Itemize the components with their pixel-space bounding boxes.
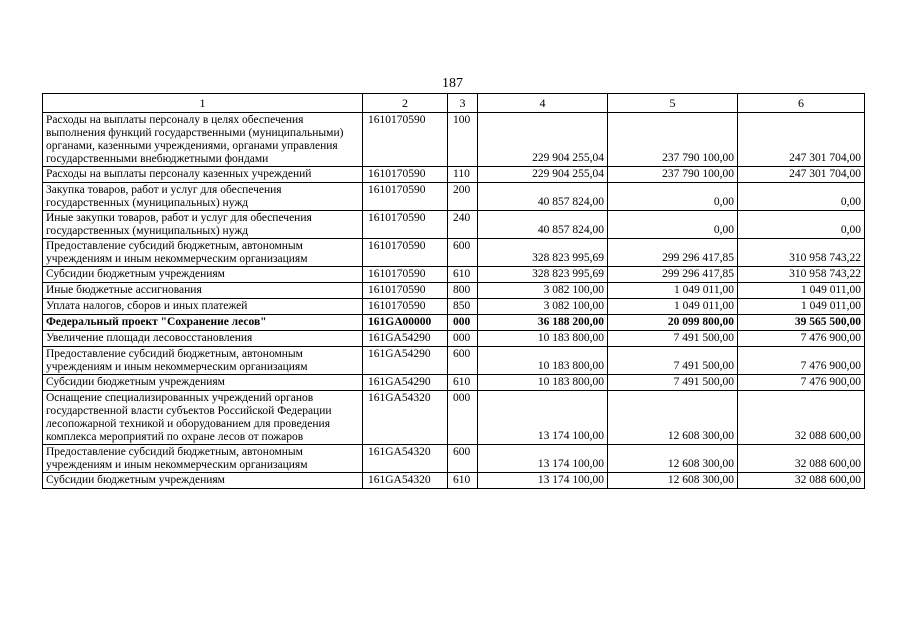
table-row <box>43 167 865 183</box>
row-target-code: 1610170590 <box>363 167 448 183</box>
row-target-code: 161GA54290 <box>363 331 448 347</box>
row-description: Иные закупки товаров, работ и услуг для обеспечения государственных (муниципальных) нужд <box>43 211 363 239</box>
row-value-col4: 13 174 100,00 <box>478 473 608 489</box>
table-row <box>43 331 865 347</box>
table-row <box>43 211 865 239</box>
table-row <box>43 267 865 283</box>
row-description: Иные бюджетные ассигнования <box>43 283 363 299</box>
row-value-col5: 7 491 500,00 <box>608 347 738 375</box>
row-value-col5: 7 491 500,00 <box>608 375 738 391</box>
budget-table <box>42 93 865 489</box>
row-description: Увеличение площади лесовосстановления <box>43 331 363 347</box>
row-value-col6: 32 088 600,00 <box>738 391 865 445</box>
row-value-col5: 7 491 500,00 <box>608 331 738 347</box>
row-target-code: 161GA54290 <box>363 347 448 375</box>
header-col-6: 6 <box>738 94 865 113</box>
row-target-code: 1610170590 <box>363 267 448 283</box>
row-value-col5: 0,00 <box>608 183 738 211</box>
row-target-code: 1610170590 <box>363 183 448 211</box>
row-value-col6: 1 049 011,00 <box>738 283 865 299</box>
row-value-col6: 310 958 743,22 <box>738 267 865 283</box>
row-value-col5: 299 296 417,85 <box>608 267 738 283</box>
row-target-code: 161GA54320 <box>363 391 448 445</box>
row-value-col4: 10 183 800,00 <box>478 347 608 375</box>
row-expense-type: 800 <box>448 283 478 299</box>
row-description: Субсидии бюджетным учреждениям <box>43 267 363 283</box>
row-description: Субсидии бюджетным учреждениям <box>43 375 363 391</box>
row-value-col5: 237 790 100,00 <box>608 167 738 183</box>
row-value-col6: 0,00 <box>738 211 865 239</box>
row-target-code: 1610170590 <box>363 113 448 167</box>
row-value-col4: 229 904 255,04 <box>478 113 608 167</box>
row-value-col4: 3 082 100,00 <box>478 283 608 299</box>
row-value-col6: 7 476 900,00 <box>738 375 865 391</box>
table-row <box>43 239 865 267</box>
row-description: Предоставление субсидий бюджетным, автономным учреждениям и иным некоммерческим организациям <box>43 445 363 473</box>
row-value-col5: 299 296 417,85 <box>608 239 738 267</box>
row-expense-type: 610 <box>448 375 478 391</box>
row-target-code: 1610170590 <box>363 239 448 267</box>
row-description: Расходы на выплаты персоналу казенных учреждений <box>43 167 363 183</box>
table-row <box>43 391 865 445</box>
row-value-col6: 0,00 <box>738 183 865 211</box>
table-row <box>43 347 865 375</box>
row-expense-type: 100 <box>448 113 478 167</box>
row-value-col4: 10 183 800,00 <box>478 331 608 347</box>
row-expense-type: 600 <box>448 347 478 375</box>
row-expense-type: 000 <box>448 315 478 331</box>
row-value-col6: 39 565 500,00 <box>738 315 865 331</box>
row-expense-type: 240 <box>448 211 478 239</box>
table-row <box>43 183 865 211</box>
row-description: Оснащение специализированных учреждений органов государственной власти субъектов Российской Федерации лесопожарной техникой и оборудованием для проведения комплекса мероприятий по охране лесов от пожаров <box>43 391 363 445</box>
row-value-col4: 229 904 255,04 <box>478 167 608 183</box>
row-value-col4: 328 823 995,69 <box>478 267 608 283</box>
row-value-col5: 1 049 011,00 <box>608 283 738 299</box>
table-row <box>43 315 865 331</box>
row-target-code: 161GA54320 <box>363 473 448 489</box>
header-col-1: 1 <box>43 94 363 113</box>
row-value-col4: 40 857 824,00 <box>478 183 608 211</box>
row-description: Уплата налогов, сборов и иных платежей <box>43 299 363 315</box>
table-row <box>43 375 865 391</box>
row-target-code: 1610170590 <box>363 283 448 299</box>
row-target-code: 161GA00000 <box>363 315 448 331</box>
row-value-col4: 3 082 100,00 <box>478 299 608 315</box>
header-col-2: 2 <box>363 94 448 113</box>
row-target-code: 161GA54290 <box>363 375 448 391</box>
row-expense-type: 850 <box>448 299 478 315</box>
row-value-col5: 1 049 011,00 <box>608 299 738 315</box>
row-target-code: 161GA54320 <box>363 445 448 473</box>
row-value-col6: 7 476 900,00 <box>738 331 865 347</box>
row-expense-type: 110 <box>448 167 478 183</box>
row-expense-type: 000 <box>448 391 478 445</box>
row-value-col4: 10 183 800,00 <box>478 375 608 391</box>
row-description: Предоставление субсидий бюджетным, автономным учреждениям и иным некоммерческим организациям <box>43 239 363 267</box>
row-expense-type: 610 <box>448 267 478 283</box>
row-value-col5: 20 099 800,00 <box>608 315 738 331</box>
row-value-col5: 12 608 300,00 <box>608 391 738 445</box>
row-value-col5: 12 608 300,00 <box>608 445 738 473</box>
row-value-col6: 310 958 743,22 <box>738 239 865 267</box>
table-row <box>43 299 865 315</box>
table-row <box>43 113 865 167</box>
row-expense-type: 600 <box>448 445 478 473</box>
row-value-col4: 36 188 200,00 <box>478 315 608 331</box>
row-description: Расходы на выплаты персоналу в целях обеспечения выполнения функций государственными (муниципальными) органами, казенными учреждениями, органами управления государственными внебюджетными фондами <box>43 113 363 167</box>
row-value-col6: 7 476 900,00 <box>738 347 865 375</box>
row-description: Федеральный проект "Сохранение лесов" <box>43 315 363 331</box>
row-value-col4: 13 174 100,00 <box>478 391 608 445</box>
row-value-col6: 247 301 704,00 <box>738 167 865 183</box>
row-value-col5: 12 608 300,00 <box>608 473 738 489</box>
table-row <box>43 283 865 299</box>
page-number: 187 <box>442 76 463 91</box>
row-value-col6: 1 049 011,00 <box>738 299 865 315</box>
row-value-col5: 0,00 <box>608 211 738 239</box>
header-col-3: 3 <box>448 94 478 113</box>
row-target-code: 1610170590 <box>363 299 448 315</box>
row-value-col4: 40 857 824,00 <box>478 211 608 239</box>
row-expense-type: 000 <box>448 331 478 347</box>
table-row <box>43 473 865 489</box>
header-col-4: 4 <box>478 94 608 113</box>
header-col-5: 5 <box>608 94 738 113</box>
row-value-col4: 328 823 995,69 <box>478 239 608 267</box>
row-target-code: 1610170590 <box>363 211 448 239</box>
row-expense-type: 200 <box>448 183 478 211</box>
row-expense-type: 610 <box>448 473 478 489</box>
row-value-col6: 247 301 704,00 <box>738 113 865 167</box>
row-value-col5: 237 790 100,00 <box>608 113 738 167</box>
row-description: Субсидии бюджетным учреждениям <box>43 473 363 489</box>
row-value-col6: 32 088 600,00 <box>738 473 865 489</box>
row-description: Закупка товаров, работ и услуг для обеспечения государственных (муниципальных) нужд <box>43 183 363 211</box>
row-description: Предоставление субсидий бюджетным, автономным учреждениям и иным некоммерческим организациям <box>43 347 363 375</box>
row-expense-type: 600 <box>448 239 478 267</box>
header-row <box>43 94 865 113</box>
table-row <box>43 445 865 473</box>
row-value-col4: 13 174 100,00 <box>478 445 608 473</box>
row-value-col6: 32 088 600,00 <box>738 445 865 473</box>
